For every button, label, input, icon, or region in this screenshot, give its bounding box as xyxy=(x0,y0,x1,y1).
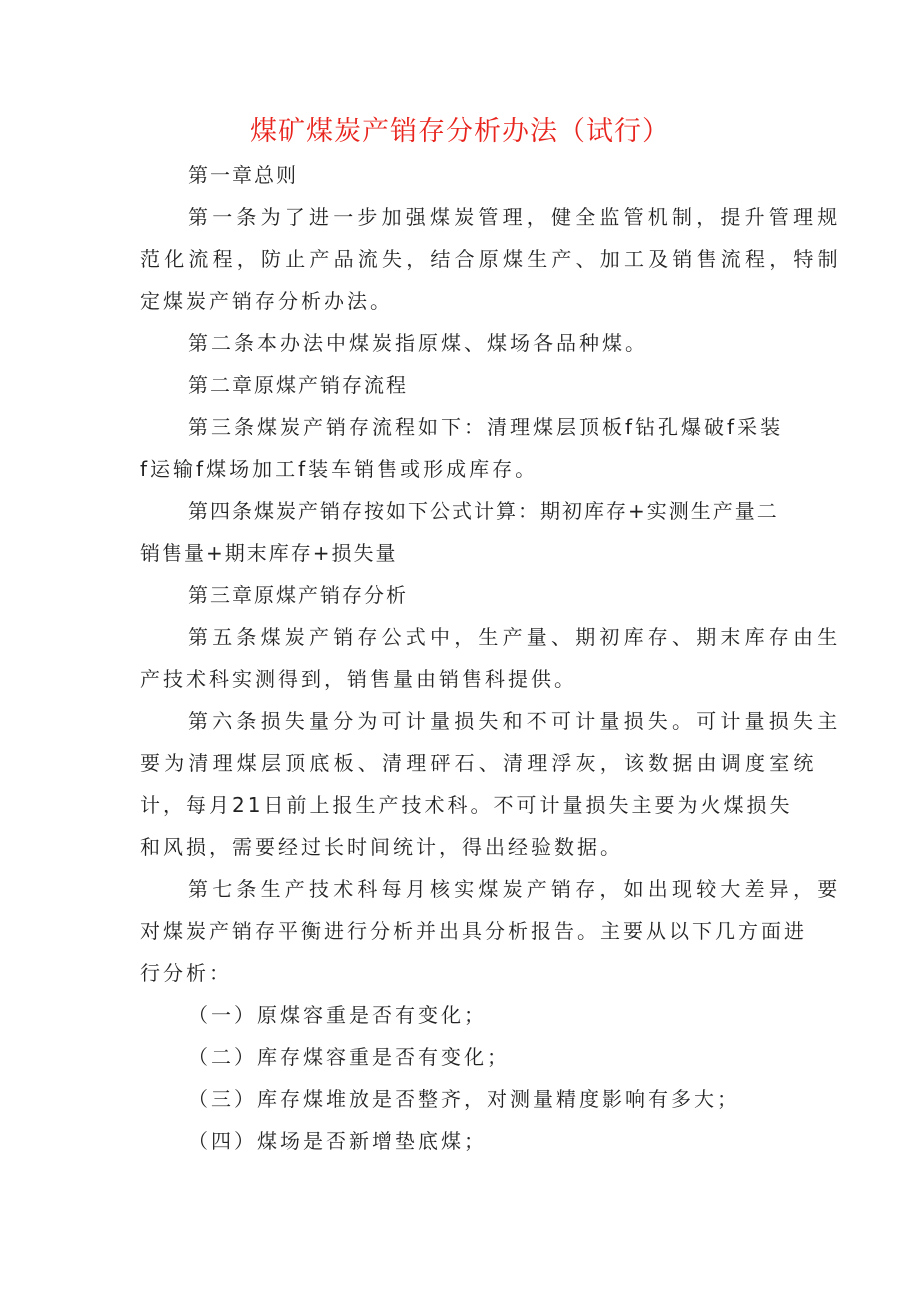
chapter-heading-1: 第一章总则 xyxy=(188,163,298,187)
paragraph-line: 第三条煤炭产销存流程如下：清理煤层顶板f钻孔爆破f采装 xyxy=(188,415,784,439)
paragraph-line: 范化流程，防止产品流失，结合原煤生产、加工及销售流程，特制 xyxy=(140,247,842,271)
paragraph-line: 和风损，需要经过长时间统计，得出经验数据。 xyxy=(140,835,623,859)
chapter-heading-3: 第三章原煤产销存分析 xyxy=(188,583,408,607)
paragraph-line: 定煤炭产销存分析办法。 xyxy=(140,289,393,313)
paragraph-line: 计，每月21日前上报生产技术科。不可计量损失主要为火煤损失 xyxy=(140,793,793,817)
paragraph-line: 第七条生产技术科每月核实煤炭产销存，如出现较大差异，要 xyxy=(188,877,842,901)
paragraph-line: 第五条煤炭产销存公式中，生产量、期初库存、期末库存由生 xyxy=(188,625,842,649)
paragraph-line: 第一条为了进一步加强煤炭管理，健全监管机制，提升管理规 xyxy=(188,205,842,229)
paragraph-line: f运输f煤场加工f装车销售或形成库存。 xyxy=(140,457,539,481)
paragraph-line: 第六条损失量分为可计量损失和不可计量损失。可计量损失主 xyxy=(188,709,842,733)
paragraph-line: 对煤炭产销存平衡进行分析并出具分析报告。主要从以下几方面进 xyxy=(140,919,807,943)
chapter-heading-2: 第二章原煤产销存流程 xyxy=(188,373,408,397)
list-item: （二）库存煤容重是否有变化； xyxy=(188,1045,510,1069)
document-title: 煤矿煤炭产销存分析办法（试行） xyxy=(250,116,670,147)
list-item: （三）库存煤堆放是否整齐，对测量精度影响有多大； xyxy=(188,1087,740,1111)
paragraph-line: 销售量+期末库存+损失量 xyxy=(140,541,398,565)
paragraph-line: 第四条煤炭产销存按如下公式计算：期初库存+实测生产量二 xyxy=(188,499,779,523)
paragraph-line: 行分析： xyxy=(140,961,232,985)
list-item: （一）原煤容重是否有变化； xyxy=(188,1003,487,1027)
paragraph-line: 产技术科实测得到，销售量由销售科提供。 xyxy=(140,667,577,691)
paragraph-line: 要为清理煤层顶底板、清理砰石、清理浮灰，该数据由调度室统 xyxy=(140,751,818,775)
paragraph-line: 第二条本办法中煤炭指原煤、煤场各品种煤。 xyxy=(188,331,648,355)
list-item: （四）煤场是否新增垫底煤； xyxy=(188,1129,487,1153)
